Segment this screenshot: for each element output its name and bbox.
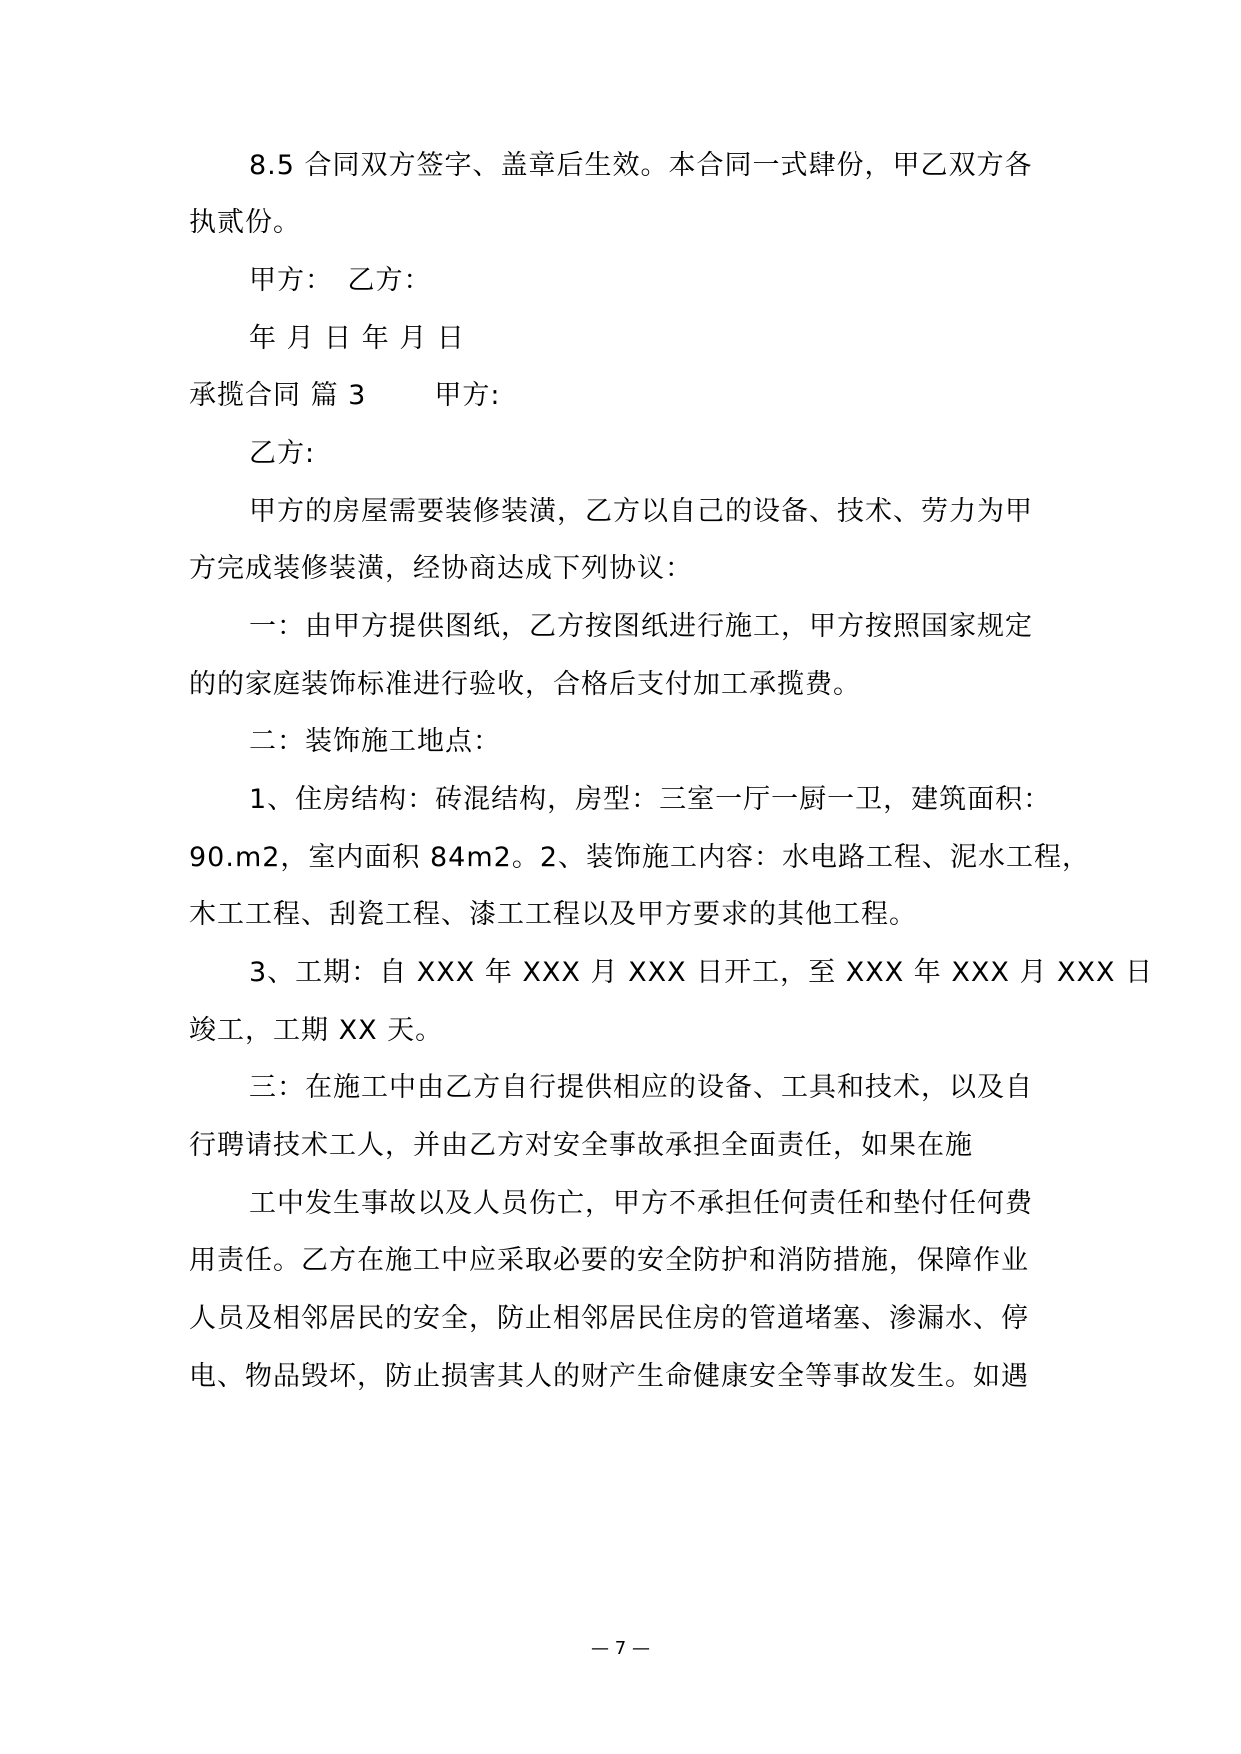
text-line: 1、住房结构：砖混结构，房型：三室一厅一厨一卫，建筑面积： [249,784,1052,815]
text-line: 乙方: [249,438,316,469]
text-line: 3、工期：自 XXX 年 XXX 月 XXX 日开工，至 XXX 年 XXX 月 XXX 日 [249,957,1154,988]
text-line: 年 月 日 年 月 日 [249,323,465,354]
text-line: 的的家庭装饰标准进行验收，合格后支付加工承揽费。 [189,669,861,700]
text-line: 一：由甲方提供图纸，乙方按图纸进行施工，甲方按照国家规定 [249,611,1033,642]
text-line: 行聘请技术工人，并由乙方对安全事故承担全面责任，如果在施 [189,1130,973,1161]
text-line: 木工工程、刮瓷工程、漆工工程以及甲方要求的其他工程。 [189,899,917,930]
text-line: 8.5 合同双方签字、盖章后生效。本合同一式肆份，甲乙双方各 [249,150,1033,181]
text-line: 人员及相邻居民的安全，防止相邻居民住房的管道堵塞、渗漏水、停 [189,1303,1029,1334]
text-line: 90.m2，室内面积 84m2。2、装饰施工内容：水电路工程、泥水工程， [189,842,1091,873]
text-line: 二：装饰施工地点： [249,726,501,757]
text-line: 执贰份。 [189,207,301,238]
section-title: 承揽合同 篇 3 [189,380,367,411]
text-line: 竣工，工期 XX 天。 [189,1015,444,1046]
text-line: 甲方的房屋需要装修装潢，乙方以自己的设备、技术、劳力为甲 [249,496,1033,527]
text-line: 用责任。乙方在施工中应采取必要的安全防护和消防措施，保障作业 [189,1245,1029,1276]
text-line: 方完成装修装潢，经协商达成下列协议： [189,553,693,584]
party-a-label: 甲方: [434,380,501,411]
text-line: 工中发生事故以及人员伤亡，甲方不承担任何责任和垫付任何费 [249,1188,1033,1219]
text-line: 甲方： 乙方： [249,265,432,296]
section-title-line [189,379,500,413]
page-number: — 7 — [591,1638,650,1659]
text-line: 电、物品毁坏，防止损害其人的财产生命健康安全等事故发生。如遇 [189,1361,1029,1392]
text-line: 三：在施工中由乙方自行提供相应的设备、工具和技术，以及自 [249,1072,1033,1103]
